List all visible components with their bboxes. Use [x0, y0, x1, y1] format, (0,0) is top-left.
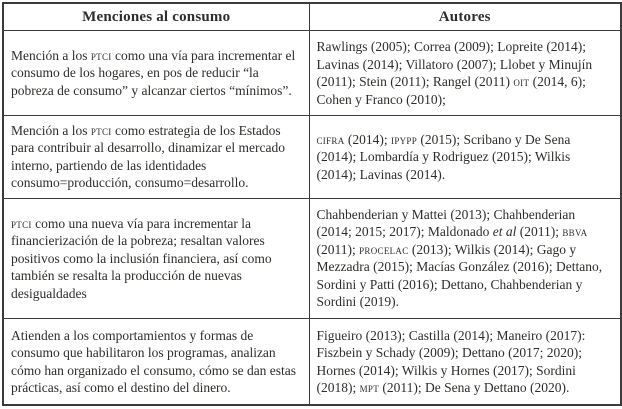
column-header-authors: Autores — [309, 3, 621, 31]
mention-cell: Mención a los ptci como una vía para incrementar el consumo de los hogares, en pos de reducir “la pobreza de consumo” y alcanzar ciertos “mínimos”. — [3, 31, 309, 116]
mention-cell: Atienden a los comportamientos y formas de consumo que habilitaron los programas, analizan cómo han organizado el consumo, cómo se dan estas prácticas, así como el destino del dinero. — [3, 319, 309, 405]
mention-cell: ptci como una nueva vía para incrementar la financierización de la pobreza; resaltan valores positivos como la inclusión financiera, así como también se resalta la producción de nuevas desigualdades — [3, 198, 309, 318]
table-row — [3, 198, 621, 318]
authors-cell: Chahbenderian y Mattei (2013); Chahbenderian (2014; 2015; 2017); Maldonado et al (2011); bbva (2011); procelac (2013); Wilkis (2014); Gago y Mezzadra (2015); Macías González (2016); Dettano, Sordini y Patti (2016); Dettano, Chahbenderian y Sordini (2019). — [309, 198, 621, 318]
mention-cell: Mención a los ptci como estrategia de los Estados para contribuir al desarrollo, dinamizar el mercado interno, partiendo de las identidades consumo=producción, consumo=desarrollo. — [3, 116, 309, 198]
authors-cell: Rawlings (2005); Correa (2009); Lopreite (2014); Lavinas (2014); Villatoro (2007); Llobet y Minujín (2011); Stein (2011); Rangel (2011) oit (2014, 6); Cohen y Franco (2010); — [309, 31, 621, 116]
consumption-mentions-table — [2, 2, 622, 406]
table-row — [3, 116, 621, 198]
column-header-mentions: Menciones al consumo — [3, 3, 309, 31]
authors-cell: Figueiro (2013); Castilla (2014); Maneiro (2017): Fiszbein y Schady (2009); Dettano (2017; 2020); Hornes (2014); Wilkis y Hornes (2017); Sordini (2018); mpt (2011); De Sena y Dettano (2020). — [309, 319, 621, 405]
table-row — [3, 319, 621, 405]
header-row — [3, 3, 621, 31]
authors-cell: cifra (2014); ipypp (2015); Scribano y De Sena (2014); Lombardía y Rodriguez (2015); Wilkis (2014); Lavinas (2014). — [309, 116, 621, 198]
table-row — [3, 31, 621, 116]
